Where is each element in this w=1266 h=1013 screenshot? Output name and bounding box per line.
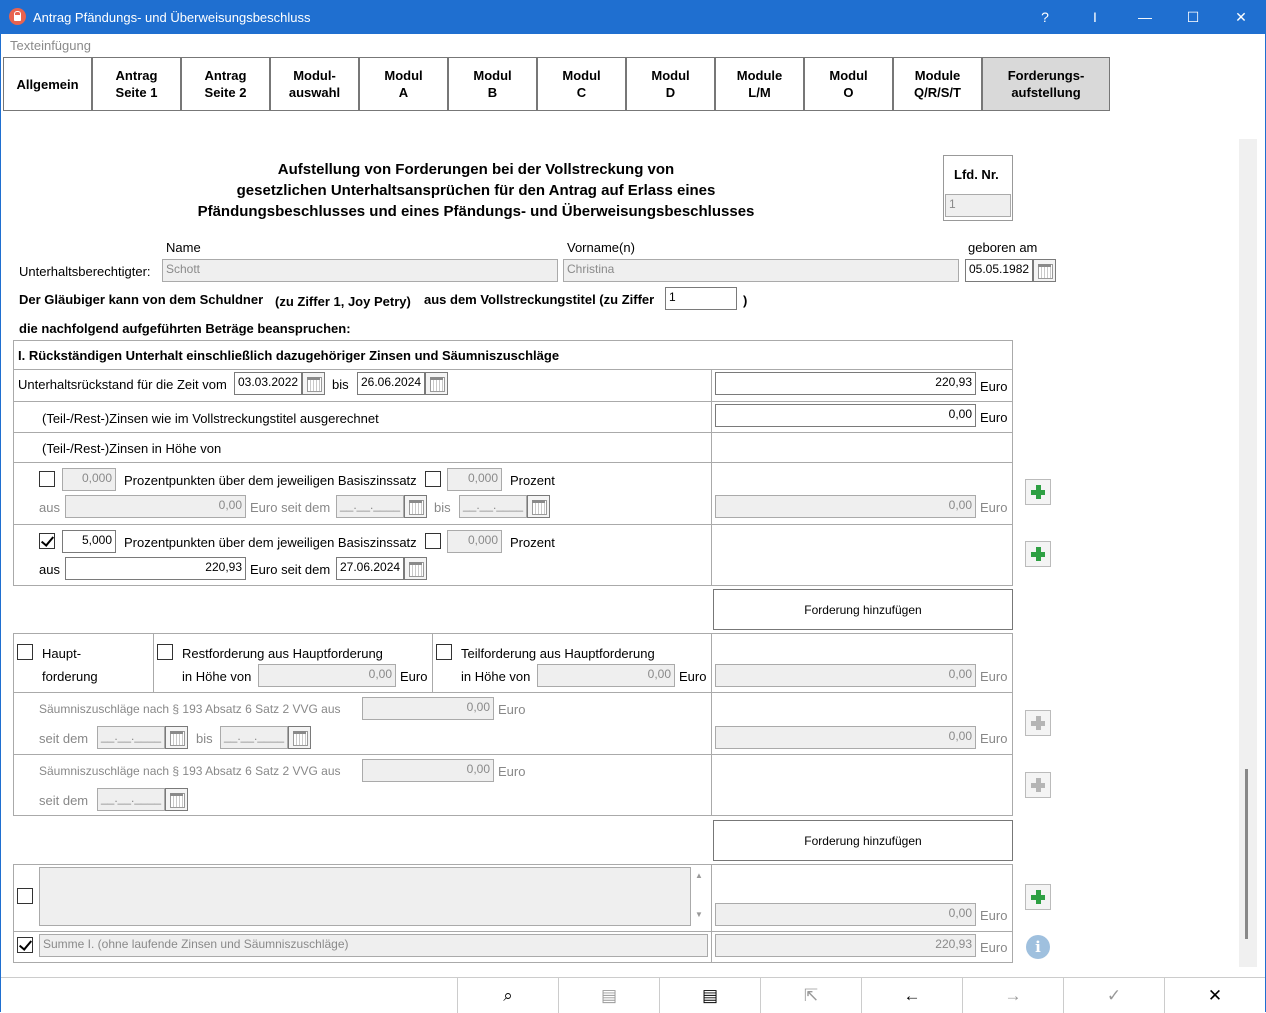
search-button[interactable]: ⌕: [457, 978, 558, 1013]
tab-forderungsaufstellung[interactable]: Forderungs- aufstellung: [982, 57, 1110, 111]
calendar-icon[interactable]: [404, 557, 427, 580]
euro-label: Euro: [980, 379, 1008, 394]
saeum-2-from-field[interactable]: __.__.____: [97, 788, 165, 811]
euro-label: Euro: [679, 669, 707, 684]
aus-label: aus: [39, 500, 60, 515]
euro-label: Euro: [980, 500, 1008, 515]
ok-button[interactable]: ✓: [1063, 978, 1164, 1013]
claim-text-5: die nachfolgend aufgeführten Beträge beanspruchen:: [19, 321, 351, 336]
title-bar: [1, 1, 1265, 34]
vorname-field[interactable]: Christina: [563, 259, 959, 282]
in-hoehe-label: in Höhe von: [182, 669, 252, 684]
tab-antrag-seite-2[interactable]: Antrag Seite 2: [181, 57, 270, 111]
zins-row-1-result-field[interactable]: 0,00: [715, 495, 976, 518]
claim-text-2: (zu Ziffer 1, Joy Petry): [275, 294, 411, 309]
seit-label: Euro seit dem: [250, 500, 331, 515]
saeum-1-amount-field[interactable]: 0,00: [362, 697, 494, 720]
haupt-label-2: forderung: [42, 669, 98, 684]
zins-row-2-pp-field[interactable]: 5,000: [62, 530, 116, 553]
rueckstand-from-field[interactable]: 03.03.2022: [234, 372, 302, 395]
add-row-icon[interactable]: [1025, 772, 1051, 798]
euro-label: Euro: [498, 702, 526, 717]
tab-modulauswahl[interactable]: Modul- auswahl: [270, 57, 359, 111]
rueckstand-to-field[interactable]: 26.06.2024: [357, 372, 425, 395]
pp-label: Prozentpunkten über dem jeweiligen Basiszinssatz: [124, 535, 417, 550]
add-forderung-button-2[interactable]: Forderung hinzufügen: [713, 820, 1013, 861]
hauptforderung-result-field[interactable]: 0,00: [715, 664, 976, 687]
rueckstand-amount-field[interactable]: 220,93: [715, 372, 976, 395]
claim-text-3: aus dem Vollstreckungstitel (zu Ziffer: [424, 292, 655, 307]
teilforderung-label: Teilforderung aus Hauptforderung: [461, 646, 655, 661]
claim-text-4: ): [743, 293, 748, 308]
tab-modul-c[interactable]: Modul C: [537, 57, 626, 111]
tab-antrag-seite-1[interactable]: Antrag Seite 1: [92, 57, 181, 111]
window-title: Antrag Pfändungs- und Überweisungsbeschluss: [33, 10, 311, 25]
calendar-icon[interactable]: [165, 726, 188, 749]
add-row-icon[interactable]: [1025, 541, 1051, 567]
prozent-label: Prozent: [510, 473, 555, 488]
ziffer-field[interactable]: 1: [665, 287, 737, 310]
rueckstand-label: Unterhaltsrückstand für die Zeit vom: [18, 377, 227, 392]
euro-label: Euro: [498, 764, 526, 779]
add-forderung-button[interactable]: Forderung hinzufügen: [713, 589, 1013, 630]
calendar-icon[interactable]: [404, 495, 427, 518]
free-text-field[interactable]: [39, 867, 691, 926]
saeum-2-amount-field[interactable]: 0,00: [362, 759, 494, 782]
calendar-icon[interactable]: [1033, 259, 1056, 282]
tab-modul-b[interactable]: Modul B: [448, 57, 537, 111]
saeum-1-result-field[interactable]: 0,00: [715, 726, 976, 749]
calendar-icon[interactable]: [302, 372, 325, 395]
calendar-icon[interactable]: [288, 726, 311, 749]
euro-label: Euro: [980, 940, 1008, 955]
name-label: Name: [166, 240, 201, 255]
in-hoehe-label: in Höhe von: [461, 669, 531, 684]
zinsen-titel-label: (Teil-/Rest-)Zinsen wie im Vollstreckungstitel ausgerechnet: [42, 411, 379, 426]
geboren-label: geboren am: [968, 240, 1038, 255]
tab-modul-o[interactable]: Modul O: [804, 57, 893, 111]
born-field[interactable]: 05.05.1982: [965, 259, 1033, 282]
tab-allgemein[interactable]: Allgemein: [3, 57, 92, 111]
maximize-button[interactable]: ☐: [1186, 9, 1200, 25]
zins-row-2-pct-checkbox[interactable]: [425, 533, 441, 549]
seit-dem-label: seit dem: [39, 731, 89, 746]
bis-label: bis: [434, 500, 451, 515]
lock-icon: [9, 8, 26, 25]
restforderung-label: Restforderung aus Hauptforderung: [182, 646, 383, 661]
free-text-result-field[interactable]: 0,00: [715, 903, 976, 926]
name-field[interactable]: Schott: [162, 259, 558, 282]
zinsen-hoehe-label: (Teil-/Rest-)Zinsen in Höhe von: [42, 441, 222, 456]
prozent-label: Prozent: [510, 535, 555, 550]
calendar-icon[interactable]: [165, 788, 188, 811]
menu-text-insert[interactable]: Texteinfügung: [10, 38, 91, 53]
help-button[interactable]: ?: [1041, 9, 1049, 25]
free-text-checkbox[interactable]: [17, 888, 33, 904]
minimize-button[interactable]: —: [1138, 9, 1152, 25]
aus-label: aus: [39, 562, 60, 577]
zins-row-2-checkbox[interactable]: [39, 533, 55, 549]
euro-label: Euro: [980, 731, 1008, 746]
zins-row-1-to-field[interactable]: __.__.____: [459, 495, 527, 518]
saeum-1-label: Säumniszuschläge nach § 193 Absatz 6 Satz 2 VVG aus: [39, 702, 341, 716]
bis-label: bis: [196, 731, 213, 746]
euro-label: Euro: [980, 669, 1008, 684]
pp-label: Prozentpunkten über dem jeweiligen Basiszinssatz: [124, 473, 417, 488]
forward-button[interactable]: →: [962, 978, 1063, 1013]
zins-row-2-from-field[interactable]: 27.06.2024: [336, 557, 404, 580]
saeum-1-from-field[interactable]: __.__.____: [97, 726, 165, 749]
zins-row-2-pct-field[interactable]: 0,000: [447, 530, 502, 553]
tab-module-lm[interactable]: Module L/M: [715, 57, 804, 111]
zins-row-1-pct-checkbox[interactable]: [425, 471, 441, 487]
clipboard-paste-icon[interactable]: ▤: [659, 978, 760, 1013]
saeum-2-label: Säumniszuschläge nach § 193 Absatz 6 Satz 2 VVG aus: [39, 764, 341, 778]
seit-label: Euro seit dem: [250, 562, 331, 577]
hauptforderung-checkbox[interactable]: [17, 644, 33, 660]
summe-checkbox[interactable]: [17, 937, 33, 953]
euro-label: Euro: [400, 669, 428, 684]
add-row-icon[interactable]: [1025, 479, 1051, 505]
summe-label-field: Summe I. (ohne laufende Zinsen und Säumniszuschläge): [39, 934, 708, 957]
zins-row-1-checkbox[interactable]: [39, 471, 55, 487]
restforderung-checkbox[interactable]: [157, 644, 173, 660]
free-text-scrollbar[interactable]: ▲ ▼: [695, 871, 703, 919]
scrollbar-thumb[interactable]: [1245, 769, 1248, 939]
vorname-label: Vorname(n): [567, 240, 635, 255]
euro-label: Euro: [980, 410, 1008, 425]
claim-text-1: Der Gläubiger kann von dem Schuldner: [19, 292, 264, 307]
bis-label: bis: [332, 377, 349, 392]
tab-modul-d[interactable]: Modul D: [626, 57, 715, 111]
section-1-title: I. Rückständigen Unterhalt einschließlich dazugehöriger Zinsen und Säumniszuschläge: [18, 348, 560, 363]
export-icon[interactable]: ⇱: [760, 978, 861, 1013]
tab-module-qrst[interactable]: Module Q/R/S/T: [893, 57, 982, 111]
zins-row-1-amount-field[interactable]: 0,00: [65, 495, 246, 518]
lfd-nr-label: Lfd. Nr.: [954, 167, 999, 182]
lfd-nr-field[interactable]: 1: [945, 194, 1011, 217]
footer-toolbar: [1, 977, 1265, 1012]
teilforderung-checkbox[interactable]: [436, 644, 452, 660]
zinsen-titel-amount-field[interactable]: 0,00: [715, 404, 976, 427]
tab-modul-a[interactable]: Modul A: [359, 57, 448, 111]
page-title: Aufstellung von Forderungen bei der Vollstreckung von gesetzlichen Unterhaltsansprüchen für den Antrag auf Erlass eines Pfändungsbeschlusses und eines Pfändungs- und Überweisungsbeschlusses: [197, 161, 755, 220]
cursor-icon[interactable]: I: [1093, 9, 1097, 25]
haupt-label-1: Haupt-: [42, 646, 82, 661]
add-row-icon[interactable]: [1025, 884, 1051, 910]
zins-row-1-from-field[interactable]: __.__.____: [336, 495, 404, 518]
add-row-icon[interactable]: [1025, 710, 1051, 736]
calendar-icon[interactable]: [527, 495, 550, 518]
clipboard-icon[interactable]: ▤: [558, 978, 659, 1013]
saeum-1-to-field[interactable]: __.__.____: [220, 726, 288, 749]
cancel-button[interactable]: ✕: [1164, 978, 1265, 1013]
teilforderung-amount-field[interactable]: 0,00: [537, 664, 675, 687]
calendar-icon[interactable]: [425, 372, 448, 395]
info-icon[interactable]: i: [1026, 935, 1050, 959]
restforderung-amount-field[interactable]: 0,00: [258, 664, 396, 687]
zins-row-2-amount-field[interactable]: 220,93: [65, 557, 246, 580]
close-button[interactable]: ✕: [1235, 9, 1247, 25]
vertical-scrollbar[interactable]: [1239, 139, 1257, 967]
unterhaltsberechtigter-label: Unterhaltsberechtigter:: [19, 264, 151, 279]
zins-row-1-pp-field[interactable]: 0,000: [62, 468, 116, 491]
euro-label: Euro: [980, 908, 1008, 923]
zins-row-1-pct-field[interactable]: 0,000: [447, 468, 502, 491]
summe-field[interactable]: 220,93: [715, 934, 976, 957]
seit-dem-label: seit dem: [39, 793, 89, 808]
back-button[interactable]: ←: [861, 978, 962, 1013]
